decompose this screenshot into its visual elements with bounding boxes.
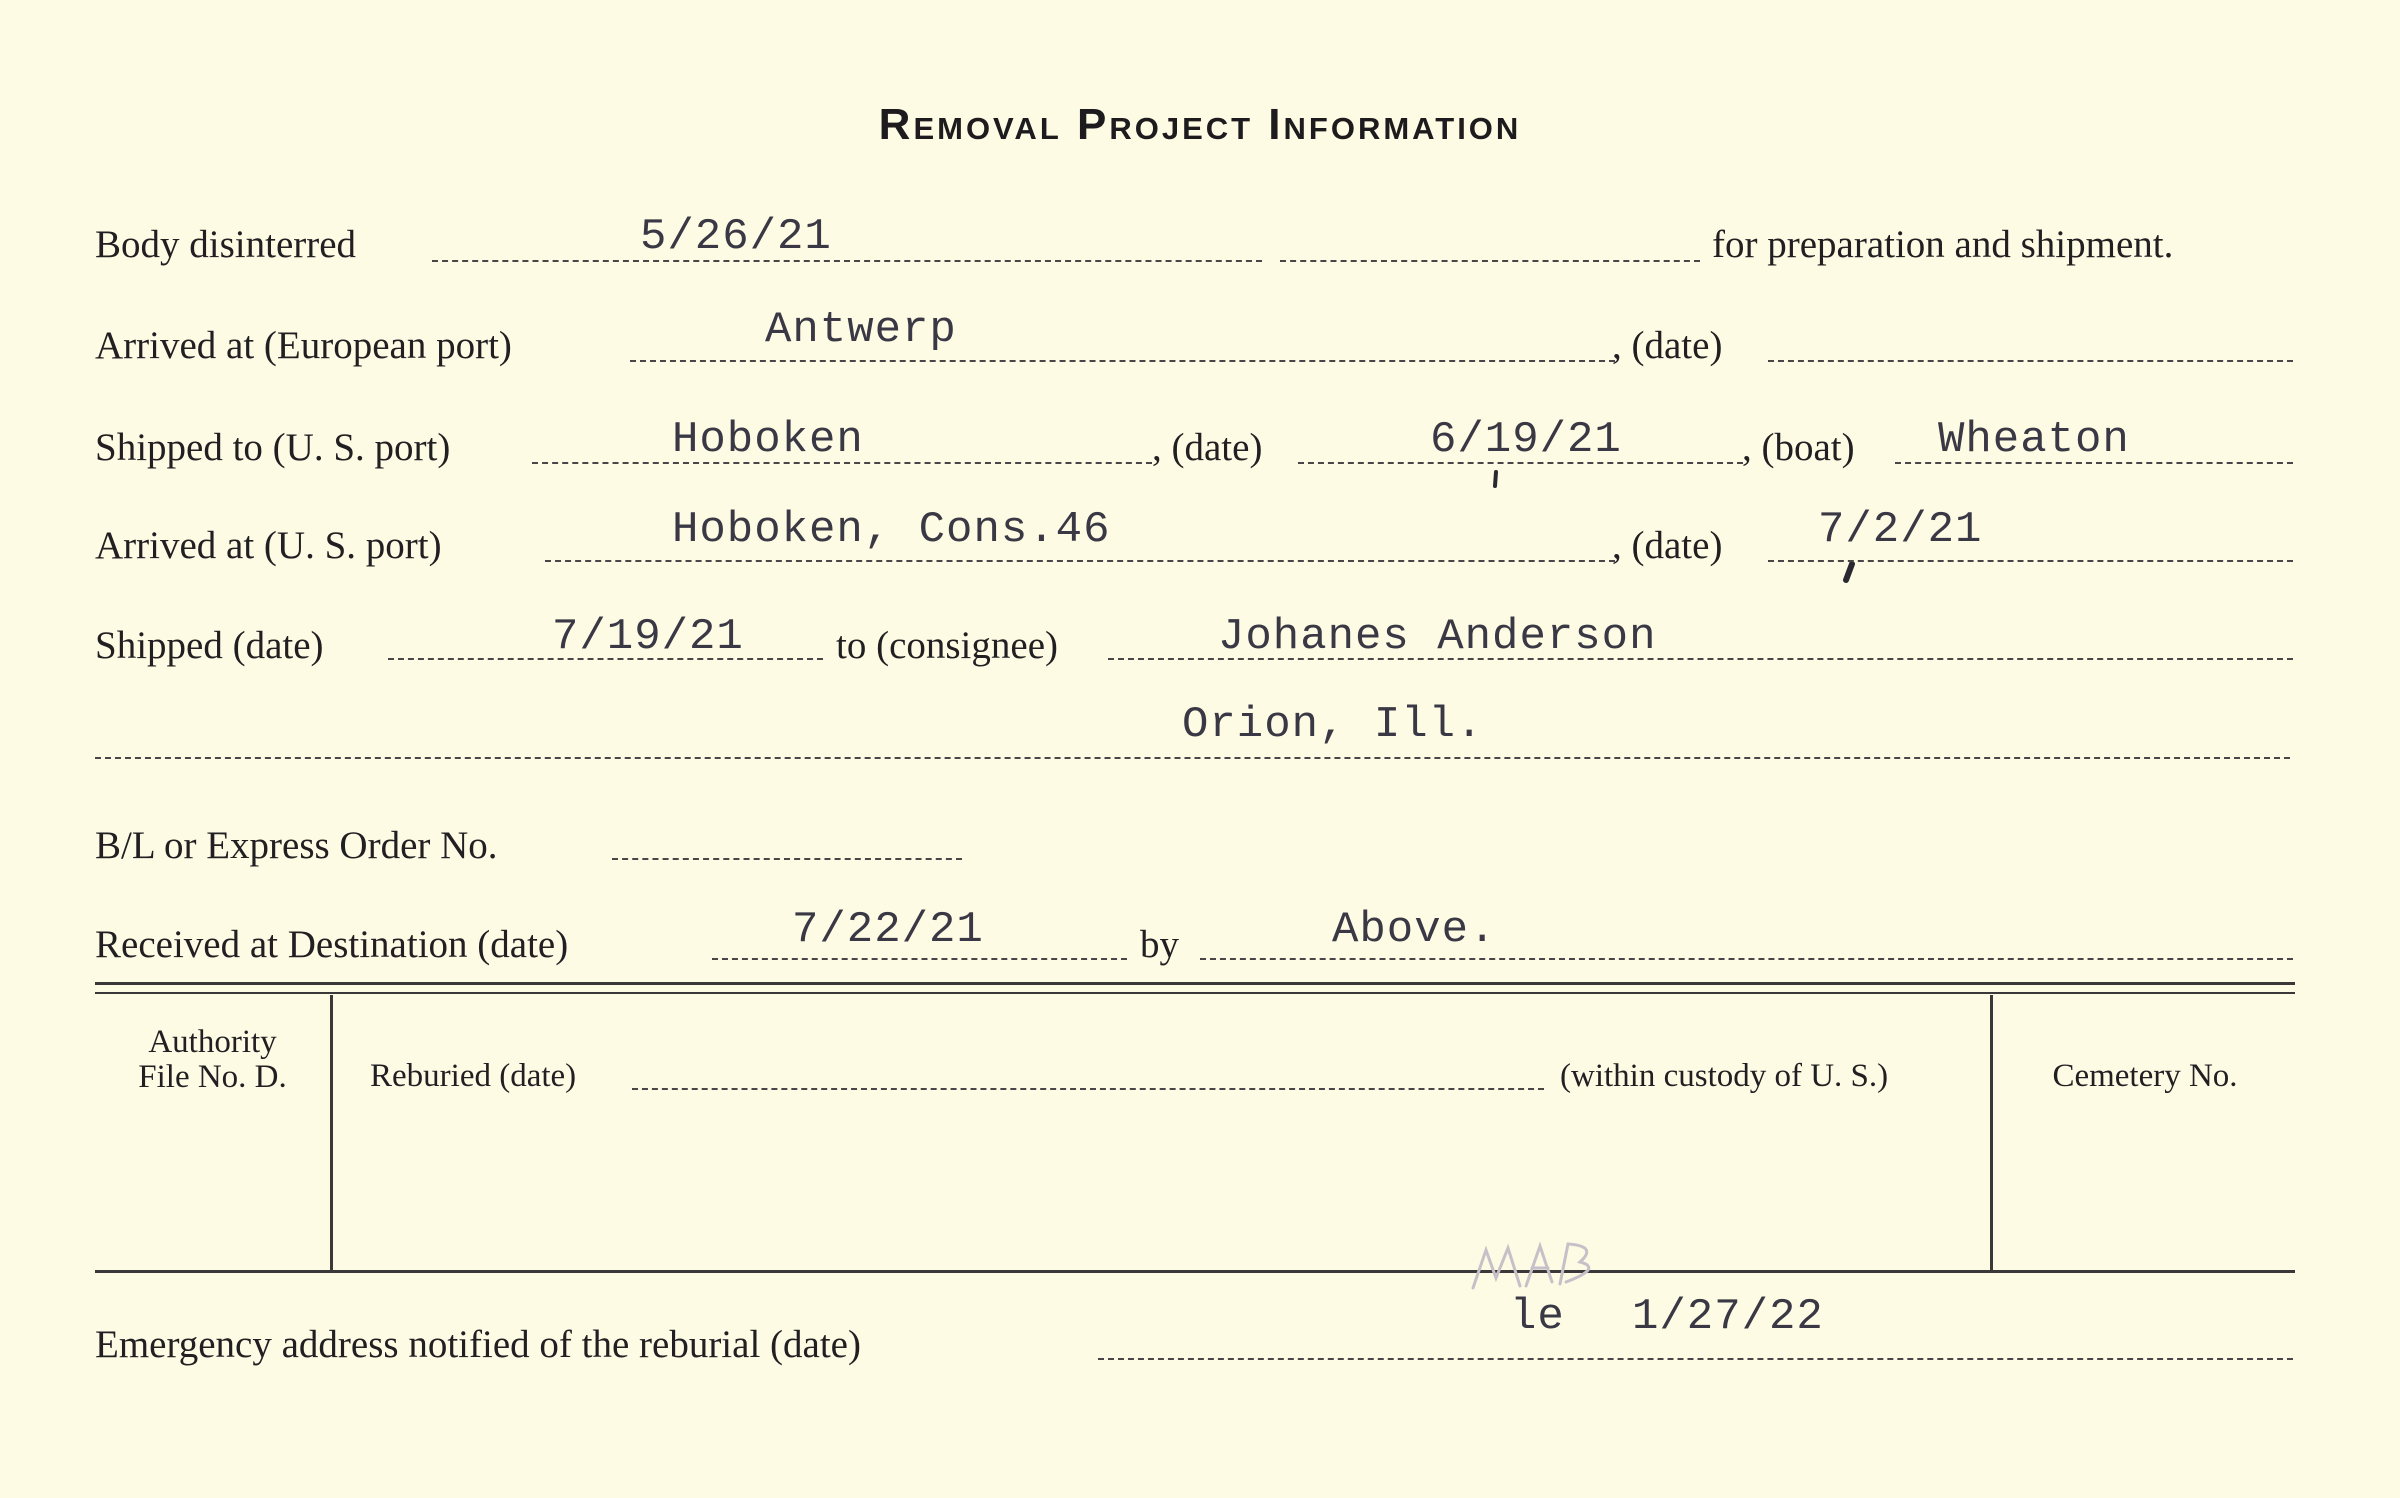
divider-top bbox=[95, 982, 2295, 985]
label-reburied: Reburied (date) bbox=[370, 1058, 577, 1094]
divider-bottom bbox=[95, 1270, 2295, 1273]
label-bl-express: B/L or Express Order No. bbox=[95, 824, 498, 867]
value-boat: Wheaton bbox=[1938, 415, 2130, 465]
value-disinterred-date: 5/26/21 bbox=[640, 212, 832, 262]
label-within-custody: (within custody of U. S.) bbox=[1560, 1058, 1889, 1094]
value-european-port: Antwerp bbox=[765, 305, 957, 355]
field-line-bl-express bbox=[612, 858, 962, 860]
field-line-european-port bbox=[630, 360, 1615, 362]
label-file-no: File No. D. bbox=[138, 1058, 287, 1095]
value-shipped-date: 6/19/21 bbox=[1430, 415, 1622, 465]
field-line-date-1 bbox=[1768, 360, 2293, 362]
label-shipped-date: Shipped (date) bbox=[95, 624, 324, 667]
label-boat: , (boat) bbox=[1742, 426, 1855, 469]
ink-dot-mark bbox=[1840, 562, 1860, 584]
field-line-received-date bbox=[712, 958, 1127, 960]
label-date-2: , (date) bbox=[1152, 426, 1263, 469]
value-shipped-consignee-date: 7/19/21 bbox=[552, 612, 744, 662]
field-line-disinterred bbox=[432, 260, 1262, 262]
value-emergency-prefix: le bbox=[1510, 1292, 1565, 1342]
value-us-port-arrived: Hoboken, Cons.46 bbox=[672, 505, 1111, 555]
box-divider-right bbox=[1990, 995, 1993, 1270]
label-by: by bbox=[1140, 923, 1179, 966]
field-line-reburied bbox=[632, 1088, 1544, 1090]
authority-file-header bbox=[95, 1025, 330, 1094]
label-date-1: , (date) bbox=[1612, 324, 1723, 367]
label-cemetery-no: Cemetery No. bbox=[2052, 1058, 2238, 1094]
value-us-port-shipped: Hoboken bbox=[672, 415, 864, 465]
label-emergency: Emergency address notified of the reburial (date) bbox=[95, 1323, 861, 1366]
label-body-disinterred: Body disinterred bbox=[95, 223, 357, 266]
label-to-consignee: to (consignee) bbox=[836, 624, 1059, 667]
field-line-consignee-address bbox=[95, 757, 2290, 759]
form-title: Removal Project Information bbox=[878, 100, 1522, 149]
value-consignee-name: Johanes Anderson bbox=[1218, 612, 1657, 662]
box-divider-left bbox=[330, 995, 333, 1270]
value-arrived-date: 7/2/21 bbox=[1818, 505, 1983, 555]
pencil-initials-mark bbox=[1468, 1238, 1618, 1298]
ink-tick-mark bbox=[1490, 470, 1502, 490]
label-authority: Authority bbox=[148, 1024, 277, 1060]
label-for-preparation: for preparation and shipment. bbox=[1712, 223, 2174, 266]
label-shipped-to-us: Shipped to (U. S. port) bbox=[95, 426, 451, 469]
divider-top-2 bbox=[95, 992, 2295, 994]
label-arrived-european: Arrived at (European port) bbox=[95, 324, 512, 367]
label-received-dest: Received at Destination (date) bbox=[95, 923, 569, 966]
field-line-us-port-arrived bbox=[545, 560, 1615, 562]
value-received-by: Above. bbox=[1332, 905, 1497, 955]
field-line-received-by bbox=[1200, 958, 2293, 960]
field-line-emergency bbox=[1098, 1358, 2293, 1360]
value-emergency-date: 1/27/22 bbox=[1632, 1292, 1824, 1342]
label-date-3: , (date) bbox=[1612, 524, 1723, 567]
value-received-date: 7/22/21 bbox=[792, 905, 984, 955]
label-arrived-us: Arrived at (U. S. port) bbox=[95, 524, 442, 567]
value-consignee-address: Orion, Ill. bbox=[1182, 700, 1484, 750]
field-line-disinterred-2 bbox=[1280, 260, 1700, 262]
